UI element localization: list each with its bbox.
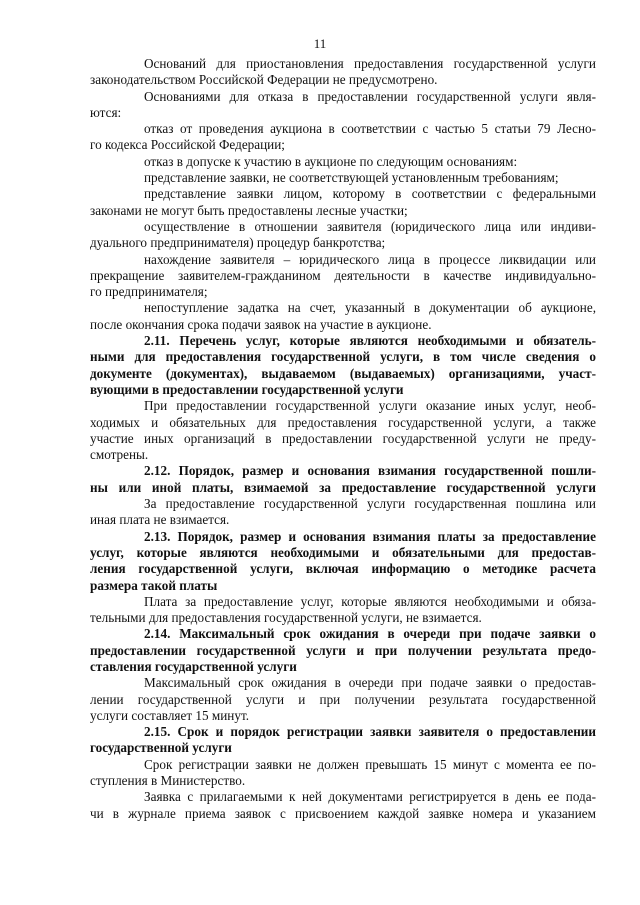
paragraph-line: осуществление в отношении заявителя (юридического лица или индиви- bbox=[144, 218, 596, 234]
section-heading-line: предоставлении государственной услуги и при получении результата предо- bbox=[90, 642, 596, 658]
paragraph-line: тельными для предоставления государственной услуги, не взимается. bbox=[90, 610, 482, 626]
paragraph-line: отказ от проведения аукциона в соответствии с частью 5 статьи 79 Лесно- bbox=[144, 121, 596, 137]
section-heading-line: 2.13. Порядок, размер и основания взимания платы за предоставление bbox=[144, 528, 596, 544]
paragraph-line: Максимальный срок ожидания в очереди при подаче заявки о предостав- bbox=[144, 675, 596, 691]
paragraph-line: прекращение заявителем-гражданином деятельности в качестве индивидуально- bbox=[90, 267, 596, 283]
section-heading-line: документе (документах), выдаваемом (выдаваемых) организациями, участ- bbox=[90, 365, 596, 381]
section-heading-line: 2.15. Срок и порядок регистрации заявки заявителя о предоставлении bbox=[144, 724, 596, 740]
paragraph-line: смотрены. bbox=[90, 447, 149, 463]
section-heading-line: ными для предоставления государственной услуги, в том числе сведения о bbox=[90, 349, 596, 365]
section-heading-line: ны или иной платы, взимаемой за предоставление государственной услуги bbox=[90, 479, 596, 495]
paragraph-line: ются: bbox=[90, 104, 122, 120]
paragraph-line: представление заявки, не соответствующей установленным требованиям; bbox=[144, 170, 559, 186]
paragraph-line: ступления в Министерство. bbox=[90, 773, 246, 789]
paragraph-line: При предоставлении государственной услуги оказание иных услуг, необ- bbox=[144, 398, 596, 414]
document-body bbox=[90, 56, 596, 822]
section-heading-line: 2.11. Перечень услуг, которые являются необходимыми и обязатель- bbox=[144, 333, 596, 349]
section-heading-line: вующими в предоставлении государственной услуги bbox=[90, 381, 404, 397]
paragraph-line: чи в журнале приема заявок с присвоением каждой заявке номера и указанием bbox=[90, 805, 596, 821]
section-heading-line: 2.12. Порядок, размер и основания взимания государственной пошли- bbox=[144, 463, 596, 479]
paragraph-line: ходимых и обязательных для предоставления государственной услуги, а также bbox=[90, 414, 596, 430]
paragraph-line: нахождение заявителя – юридического лица в процессе ликвидации или bbox=[144, 251, 596, 267]
paragraph-line: го кодекса Российской Федерации; bbox=[90, 137, 285, 153]
paragraph-line: Срок регистрации заявки не должен превышать 15 минут с момента ее по- bbox=[144, 756, 596, 772]
paragraph-line: Оснований для приостановления предоставления государственной услуги bbox=[144, 56, 596, 71]
section-heading-line: государственной услуги bbox=[90, 740, 232, 756]
paragraph-line: услуги составляет 15 минут. bbox=[90, 707, 250, 723]
section-heading-line: ления государственной услуги, включая информацию о методике расчета bbox=[90, 561, 596, 577]
section-heading-line: 2.14. Максимальный срок ожидания в очереди при подаче заявки о bbox=[144, 626, 596, 642]
paragraph-line: го предпринимателя; bbox=[90, 284, 208, 300]
section-heading-line: услуг, которые являются необходимыми и обязательными для предостав- bbox=[90, 544, 596, 560]
paragraph-line: законодательством Российской Федерации не предусмотрено. bbox=[90, 72, 438, 88]
paragraph-line: Плата за предоставление услуг, которые являются необходимыми и обяза- bbox=[144, 593, 596, 609]
paragraph-line: Основаниями для отказа в предоставлении государственной услуги явля- bbox=[144, 88, 596, 104]
paragraph-line: непоступление задатка на счет, указанный в документации об аукционе, bbox=[144, 300, 596, 316]
paragraph-line: законами не могут быть предоставлены лесные участки; bbox=[90, 202, 408, 218]
paragraph-line: За предоставление государственной услуги государственная пошлина или bbox=[144, 496, 596, 512]
paragraph-line: иная плата не взимается. bbox=[90, 512, 230, 528]
section-heading-line: ставления государственной услуги bbox=[90, 658, 297, 674]
paragraph-line: лении государственной услуги и при получении результата государственной bbox=[90, 691, 596, 707]
paragraph-line: дуального предпринимателя) процедур банкротства; bbox=[90, 235, 386, 251]
section-heading-line: размера такой платы bbox=[90, 577, 218, 593]
paragraph-line: отказ в допуске к участию в аукционе по следующим основаниям: bbox=[144, 153, 518, 169]
paragraph-line: после окончания срока подачи заявок на участие в аукционе. bbox=[90, 316, 432, 332]
paragraph-line: представление заявки лицом, которому в соответствии с федеральными bbox=[144, 186, 596, 202]
paragraph-line: участие иных организаций в предоставлении государственной услуги не преду- bbox=[90, 430, 596, 446]
page-number: 11 bbox=[313, 36, 327, 51]
paragraph-line: Заявка с прилагаемыми к ней документами регистрируется в день ее пода- bbox=[144, 789, 596, 805]
